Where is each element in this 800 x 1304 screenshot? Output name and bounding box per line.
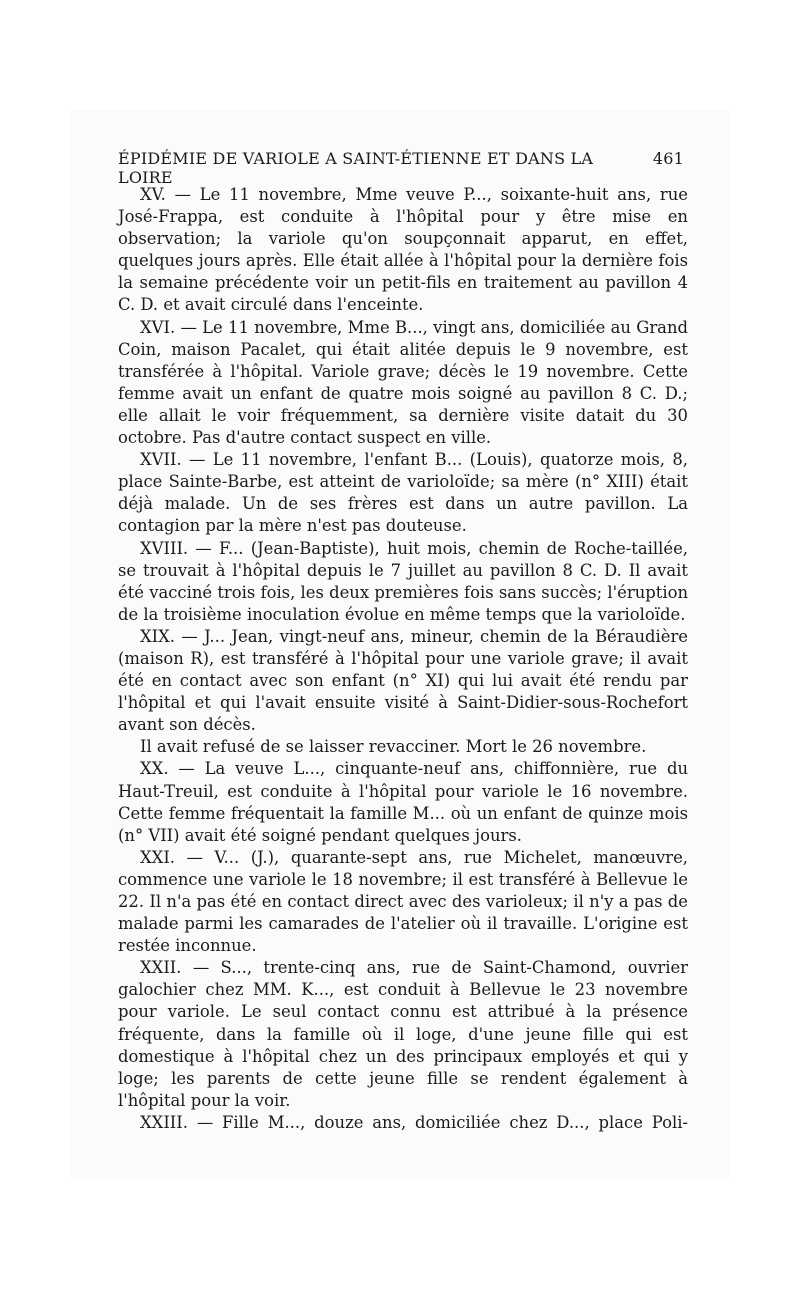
running-title: ÉPIDÉMIE DE VARIOLE A SAINT-ÉTIENNE ET DANS LA LOIRE (118, 149, 594, 187)
paragraph-xviii: XVIII. — F... (Jean-Baptiste), huit mois, chemin de Roche-taillée, se trouvait à l'hôpital depuis le 7 juillet au pavillon 8 C. D. Il avait été vacciné trois fois, les deux premières fois sans succès; l'éruption de la troisième inoculation évolue en même temps que la varioloïde. (118, 538, 688, 624)
paragraph-xv: XV. — Le 11 novembre, Mme veuve P..., soixante-huit ans, rue José-Frappa, est conduite à l'hôpital pour y être mise en observation; la variole qu'on soupçonnait apparut, en effet, quelques jours après. Elle était allée à l'hôpital pour la dernière fois la semaine précédente voir un petit-fils en traitement au pavillon 4 C. D. et avait circulé dans l'enceinte. (118, 185, 688, 315)
paragraph-xxi: XXI. — V... (J.), quarante-sept ans, rue Michelet, manœuvre, commence une variole le 18 novembre; il est transféré à Bellevue le 22. Il n'a pas été en contact direct avec des varioleux; il n'y a pas de malade parmi les camarades de l'atelier où il travaille. L'origine est restée inconnue. (118, 847, 688, 956)
paragraph-xix: XIX. — J... Jean, vingt-neuf ans, mineur, chemin de la Béraudière (maison R), est transféré à l'hôpital pour une variole grave; il avait été en contact avec son enfant (n° XI) qui lui avait été rendu par l'hôpital et qui l'avait ensuite visité à Saint-Didier-sous-Rochefort avant son décès. (118, 626, 688, 735)
page-number: 461 (652, 149, 684, 168)
paragraph-xvi: XVI. — Le 11 novembre, Mme B..., vingt ans, domiciliée au Grand Coin, maison Pacalet, qui était alitée depuis le 9 novembre, est transférée à l'hôpital. Variole grave; décès le 19 novembre. Cette femme avait un enfant de quatre mois soigné au pavillon 8 C. D.; elle allait le voir fréquemment, sa dernière visite datait du 30 octobre. Pas d'autre contact suspect en ville. (118, 317, 688, 448)
paragraph-xvii: XVII. — Le 11 novembre, l'enfant B... (Louis), quatorze mois, 8, place Sainte-Barbe, est atteint de varioloïde; sa mère (n° XIII) était déjà malade. Un de ses frères est dans un autre pavillon. La contagion par la mère n'est pas douteuse. (118, 450, 688, 536)
paragraph-xxiii: XXIII. — Fille M..., douze ans, domiciliée chez D..., place Poli- (140, 1112, 688, 1132)
paragraph-xx: XX. — La veuve L..., cinquante-neuf ans, chiffonnière, rue du Haut-Treuil, est conduite à l'hôpital pour variole le 16 novembre. Cette femme fréquentait la famille M... où un enfant de quinze mois (n° VII) avait été soigné pendant quelques jours. (118, 759, 688, 845)
running-header (118, 149, 684, 187)
paragraph-xix-note: Il avait refusé de se laisser revacciner. Mort le 26 novembre. (140, 737, 647, 757)
body-text (118, 184, 688, 1134)
paragraph-xxii: XXII. — S..., trente-cinq ans, rue de Saint-Chamond, ouvrier galochier chez MM. K..., est conduit à Bellevue le 23 novembre pour variole. Le seul contact connu est attribué à la présence fréquente, dans la famille où il loge, d'une jeune fille qui est domestique à l'hôpital chez un des principaux employés et qui y loge; les parents de cette jeune fille se rendent également à l'hôpital pour la voir. (118, 958, 688, 1110)
